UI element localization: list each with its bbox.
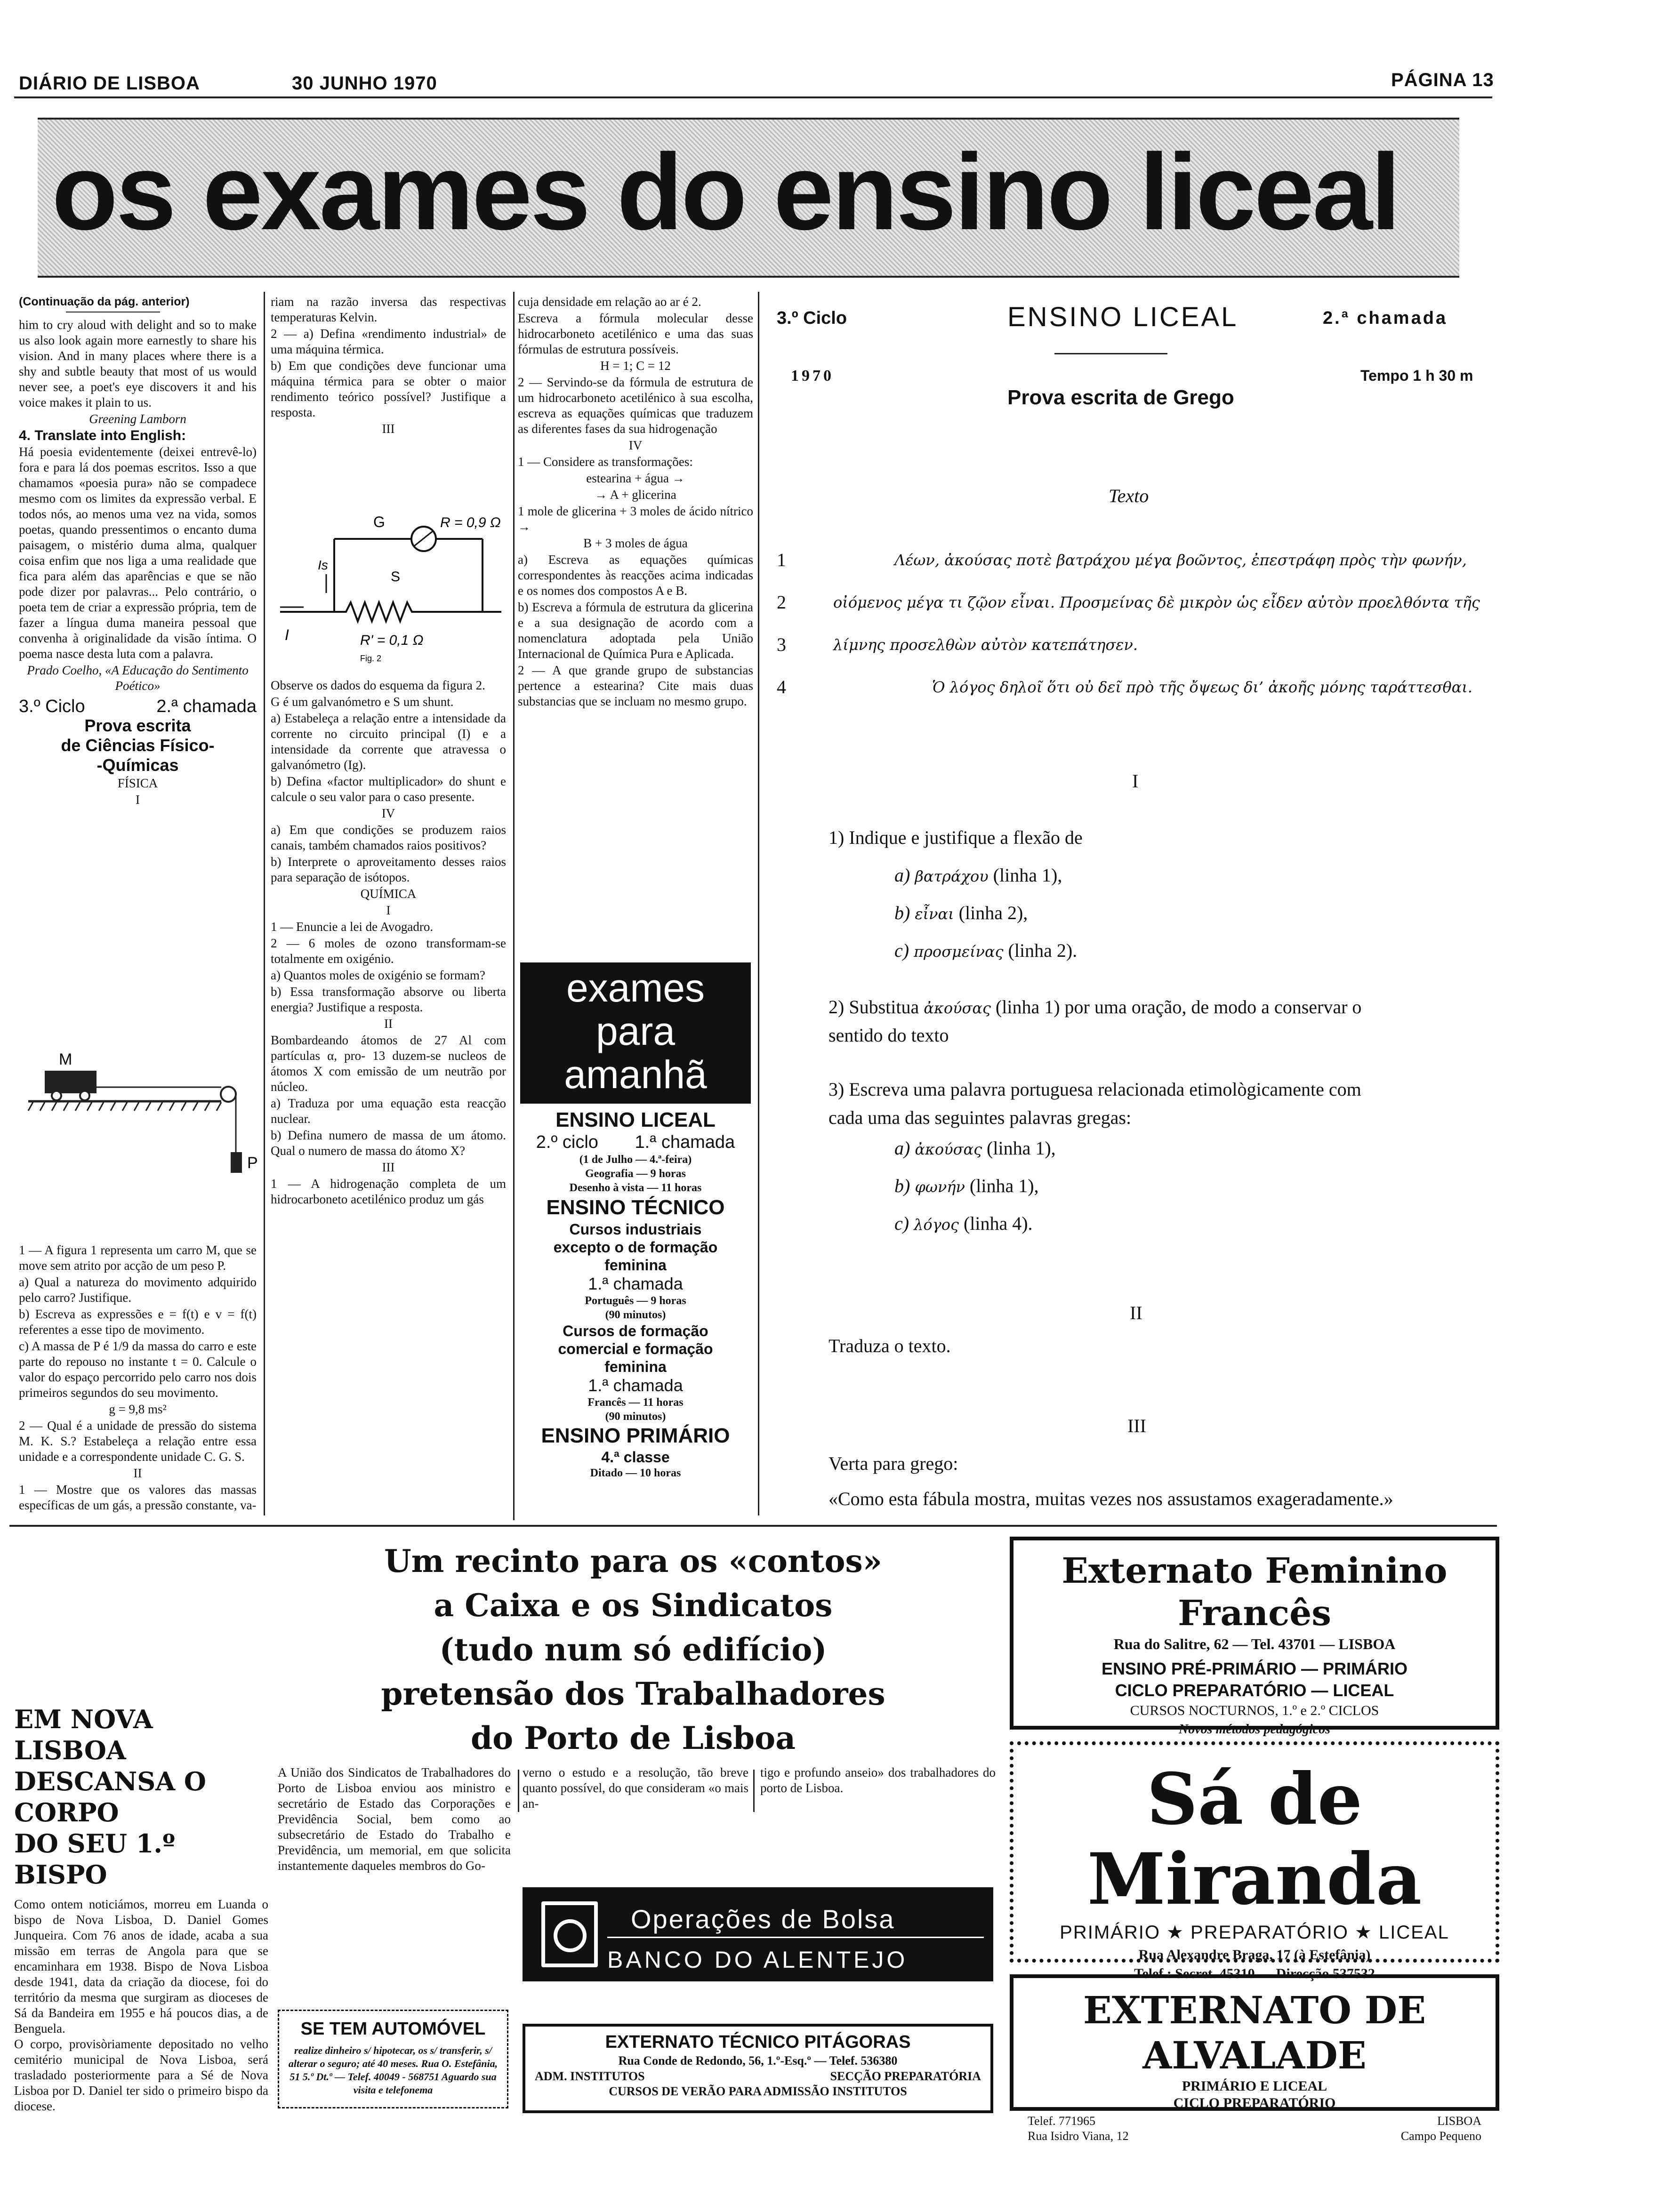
greek-line: Λέων, ἀκούσας ποτὲ βατράχου μέγα βοῶντος, ἐπεστράφη πρὸς τὴν φωνήν, bbox=[894, 551, 1467, 569]
ad-line: Novos métodos pedagógicos bbox=[1179, 1722, 1330, 1737]
ad-line: CICLO PREPARATÓRIO — LICEAL bbox=[1115, 1681, 1394, 1700]
ad-line: CURSOS DE VERÃO PARA ADMISSÃO INSTITUTOS bbox=[609, 2084, 907, 2098]
formula: g = 9,8 ms² bbox=[109, 1402, 167, 1416]
question-text: Bombardeando átomos de 27 Al com partículas α, pro- 13 duzem-se nucleos de átomos X com emissão de um neutrão por núcleo. bbox=[271, 1033, 506, 1094]
call-label: 1.ª chamada bbox=[635, 1132, 735, 1152]
course-label: feminina bbox=[604, 1358, 667, 1375]
line-number: 2 bbox=[777, 592, 786, 613]
column-3 bbox=[518, 294, 753, 710]
exam-slot: Ditado — 10 horas bbox=[590, 1467, 681, 1479]
question-text: a) Estabeleça a relação entre a intensidade da corrente no circuito principal (I) e a intensidade da corrente que atravessa o galvanómetro (Ig). bbox=[271, 711, 506, 772]
question-text: b) Essa transformação absorve ou liberta energia? Justifique a resposta. bbox=[271, 985, 506, 1014]
section-title: os exames do ensino liceal bbox=[52, 131, 1399, 252]
call-label: 1.ª chamada bbox=[588, 1376, 683, 1395]
roman-numeral: II bbox=[384, 1017, 393, 1031]
headline-line: Um recinto para os «contos» bbox=[384, 1543, 882, 1579]
subject-heading: FÍSICA bbox=[117, 776, 158, 790]
figure-label-m: M bbox=[59, 1050, 72, 1068]
question-text: 1) Indique e justifique a flexão de bbox=[828, 827, 1083, 848]
question-text: a) Escreva as equações químicas correspondentes às reacções acima indicadas e os nomes dos compostos A e B. bbox=[518, 553, 753, 598]
header-line: amanhã bbox=[564, 1052, 707, 1097]
article-body: tigo e profundo anseio» dos trabalhadores do porto de Lisboa. bbox=[760, 1765, 996, 1795]
question-text: Observe os dados do esquema da figura 2. bbox=[271, 678, 485, 692]
column-2 bbox=[271, 294, 506, 438]
item-letter: a) bbox=[894, 1138, 910, 1159]
figure-label-r2: R' = 0,1 Ω bbox=[360, 633, 424, 648]
bank-ad-title: Operações de Bolsa bbox=[631, 1904, 895, 1934]
question-text: 2) Substitua bbox=[828, 996, 919, 1018]
figure-label-g: G bbox=[373, 513, 385, 530]
alvalade-ad bbox=[1010, 1974, 1499, 2143]
question-text: 2 — Qual é a unidade de pressão do sistema M. K. S.? Estabeleça a relação entre essa unidade e a correspondente unidade C. G. S. bbox=[19, 1419, 257, 1464]
bank-name: BANCO DO ALENTEJO bbox=[607, 1947, 908, 1973]
question-text: 1 — Considere as transformações: bbox=[518, 455, 693, 469]
english-text: him to cry aloud with delight and so to make us also look again more earnestly to share his vision. And in many places where there is a shy and subtle beauty that most of us would never see, a poet's eye discovers it and his voice makes it plain to us. bbox=[19, 318, 257, 409]
question-text: 3) Escreva uma palavra portuguesa relacionada etimològicamente com bbox=[828, 1079, 1361, 1100]
greek-word: προσμείνας bbox=[914, 943, 1004, 961]
ad-title: SE TEM AUTOMÓVEL bbox=[300, 2019, 486, 2039]
course-label: feminina bbox=[604, 1257, 667, 1274]
headline: EM NOVA LISBOA bbox=[14, 1704, 153, 1765]
course-label: 4.ª classe bbox=[601, 1449, 670, 1466]
question-text: Escreva a fórmula molecular desse hidrocarboneto acetilénico e uma das suas fórmulas de estrutura possíveis. bbox=[518, 311, 753, 356]
item-letter: b) bbox=[894, 1175, 910, 1196]
column-rule bbox=[753, 1770, 755, 1812]
roman-numeral: I bbox=[1132, 770, 1139, 792]
section-rule bbox=[9, 1525, 1497, 1527]
article-body: A União dos Sindicatos de Trabalhadores do Porto de Lisboa enviou aos ministro e secretário de Estado das Corporações e Previdência Social, bem como ao subsecretário de Estado do Trabalho e Previdência, um memorial, em que solicita instantemente daqueles membros do Go- bbox=[278, 1765, 511, 1873]
column-rule bbox=[513, 292, 515, 1520]
question-text: a) Quantos moles de oxigénio se formam? bbox=[271, 968, 485, 982]
course-label: excepto o de formação bbox=[553, 1239, 718, 1256]
question-text: a) Traduza por uma equação esta reacção nuclear. bbox=[271, 1096, 506, 1126]
line-ref: (linha 2). bbox=[1008, 940, 1078, 961]
ad-line: SECÇÃO PREPARATÓRIA bbox=[830, 2069, 981, 2083]
question-text: 1 — Enuncie a lei de Avogadro. bbox=[271, 920, 434, 934]
line-ref: (linha 4). bbox=[963, 1213, 1033, 1234]
section-heading: ENSINO TÉCNICO bbox=[546, 1196, 725, 1219]
roman-numeral: I bbox=[386, 903, 391, 917]
figure-label-i: I bbox=[285, 626, 289, 643]
article-body: O corpo, provisòriamente depositado no velho cemitério municipal de Nova Lisboa, será trasladado posteriormente para a Sé de Nova Lisboa por D. Daniel ter sido o primeiro bispo da diocese. bbox=[14, 2037, 268, 2113]
greek-line: οἰόμενος μέγα τι ζῷον εἶναι. Προσμείνας δὲ μικρὸν ὡς εἶδεν αὐτὸν προελθόντα τῆς bbox=[833, 593, 1480, 611]
greek-word: ἀκούσας bbox=[924, 999, 991, 1017]
exam-slot: Francês — 11 horas bbox=[587, 1396, 684, 1409]
greek-line: Ὁ λόγος δηλοῖ ὅτι οὐ δεῖ πρὸ τῆς ὄψεως δι’ ἀκοῆς μόνης ταράττεσθαι. bbox=[932, 678, 1472, 696]
item-letter: c) bbox=[894, 1213, 909, 1234]
roman-numeral: III bbox=[382, 422, 395, 436]
exam-cycle: 3.º Ciclo bbox=[777, 308, 847, 328]
roman-numeral: II bbox=[133, 1466, 142, 1480]
line-ref: (linha 1), bbox=[987, 1138, 1056, 1159]
headline: DESCANSA O CORPO bbox=[14, 1766, 206, 1827]
header-rule bbox=[14, 96, 1492, 98]
exam-call: 2.ª chamada bbox=[1323, 308, 1448, 328]
exam-title: -Químicas bbox=[97, 755, 179, 775]
question-text: riam na razão inversa das respectivas temperaturas Kelvin. bbox=[271, 295, 506, 324]
figure-label-s: S bbox=[391, 569, 401, 585]
question-text: G é um galvanómetro e S um shunt. bbox=[271, 695, 454, 709]
section-heading: ENSINO PRIMÁRIO bbox=[541, 1424, 730, 1447]
pitagoras-ad bbox=[523, 2024, 993, 2113]
call-label: 1.ª chamada bbox=[588, 1274, 683, 1293]
line-number: 4 bbox=[777, 676, 786, 697]
greek-word: εἶναι bbox=[915, 905, 954, 923]
ad-address: Rua Isidro Viana, 12 bbox=[1028, 2129, 1129, 2143]
equation: B + 3 moles de água bbox=[583, 536, 688, 550]
figure-2 bbox=[271, 499, 506, 678]
line-number: 1 bbox=[777, 549, 786, 570]
column-1 bbox=[19, 294, 257, 809]
ad-line: PRIMÁRIO E LICEAL bbox=[1182, 2078, 1327, 2094]
exam-slot: Desenho à vista — 11 horas bbox=[569, 1182, 702, 1194]
bank-logo-icon bbox=[541, 1901, 598, 1967]
ad-phone: Telef. 771965 bbox=[1028, 2114, 1096, 2128]
ad-line: ADM. INSTITUTOS bbox=[535, 2069, 645, 2083]
ad-city: LISBOA bbox=[1437, 2114, 1481, 2128]
line-ref: (linha 2), bbox=[958, 902, 1028, 923]
column-rule bbox=[264, 292, 265, 1515]
exam-year: 1970 bbox=[791, 367, 834, 385]
section-heading: ENSINO LICEAL bbox=[555, 1108, 716, 1131]
question-text: 1 — Mostre que os valores das massas específicas de um gás, a pressão constante, va- bbox=[19, 1483, 257, 1512]
question-text: 2 — 6 moles de ozono transformam-se totalmente em oxigénio. bbox=[271, 936, 506, 966]
car-ad bbox=[278, 2010, 508, 2108]
recinto-headline bbox=[280, 1539, 986, 1760]
ad-line: PRIMÁRIO ★ PREPARATÓRIO ★ LICEAL bbox=[1060, 1922, 1449, 1943]
exam-duration: Tempo 1 h 30 m bbox=[1360, 367, 1473, 384]
ad-title: EXTERNATO DE ALVALADE bbox=[1083, 1988, 1426, 2077]
author-name: Prado Coelho, «A Educação do Sentimento Poético» bbox=[27, 663, 249, 693]
page-number: PÁGINA 13 bbox=[1391, 70, 1494, 90]
question-text: b) Defina «factor multiplicador» do shunt e calcule o seu valor para o caso presente. bbox=[271, 774, 506, 804]
line-ref: (linha 1), bbox=[969, 1175, 1039, 1196]
question-text: 1 — A figura 1 representa um carro M, que se move sem atrito por acção de um peso P. bbox=[19, 1243, 257, 1273]
instruction: Verta para grego: bbox=[828, 1453, 958, 1474]
roman-numeral: III bbox=[382, 1160, 395, 1174]
exam-slot: Português — 9 horas bbox=[585, 1295, 686, 1307]
exam-title: de Ciências Físico- bbox=[61, 736, 215, 755]
question-text: (linha 1) por uma oração, de modo a conservar o bbox=[995, 996, 1362, 1018]
question-text: b) Defina numero de massa de um átomo. Qual o numero de massa do átomo X? bbox=[271, 1128, 506, 1158]
exam-slot: Geografia — 9 horas bbox=[585, 1168, 686, 1180]
roman-numeral: II bbox=[1130, 1302, 1142, 1323]
exam-cycle: 3.º Ciclo bbox=[19, 697, 85, 716]
figure-label-p: P bbox=[247, 1154, 258, 1172]
greek-word: λόγος bbox=[914, 1216, 959, 1234]
exam-subject: Prova escrita de Grego bbox=[1007, 386, 1234, 409]
question-text: a) Qual a natureza do movimento adquirido pelo carro? Justifique. bbox=[19, 1275, 257, 1305]
header-line: exames bbox=[566, 966, 705, 1010]
course-label: Cursos de formação bbox=[563, 1322, 708, 1339]
headline: DO SEU 1.º BISPO bbox=[14, 1828, 176, 1890]
headline-line: (tudo num só edifício) bbox=[439, 1631, 827, 1668]
figure-caption: Fig. 2 bbox=[360, 654, 382, 663]
greek-word: βατράχου bbox=[915, 867, 989, 885]
frances-ad bbox=[1010, 1537, 1499, 1737]
exam-call: 2.ª chamada bbox=[156, 697, 257, 716]
item-letter: c) bbox=[894, 940, 909, 961]
ad-location: Campo Pequeno bbox=[1400, 2129, 1481, 2143]
exam-heading: ENSINO LICEAL bbox=[1007, 302, 1239, 332]
column-1-lower bbox=[19, 1242, 257, 1514]
headline-line: pretensão dos Trabalhadores bbox=[381, 1675, 885, 1712]
figure-label-is: Is bbox=[318, 558, 328, 572]
bank-ad bbox=[523, 1887, 993, 1981]
greek-word: ἀκούσας bbox=[915, 1140, 982, 1158]
question-text: 2 — A que grande grupo de substancias pertence a estearina? Cite mais duas substancias que se incluam no mesmo grupo. bbox=[518, 663, 753, 708]
miranda-ad bbox=[1010, 1741, 1499, 1981]
tomorrow-exams-list bbox=[518, 1108, 753, 1480]
question-heading: 4. Translate into English: bbox=[19, 428, 186, 443]
roman-numeral: IV bbox=[628, 438, 643, 452]
ad-line: CURSOS NOCTURNOS, 1.º e 2.º CICLOS bbox=[1130, 1703, 1379, 1718]
course-label: comercial e formação bbox=[558, 1340, 713, 1357]
article-body: verno o estudo e a resolução, tão breve quanto possível, do que consideram «o mais an- bbox=[523, 1765, 748, 1811]
ad-address: Rua Conde de Redondo, 56, 1.º-Esq.º — Telef. 536380 bbox=[618, 2054, 898, 2068]
roman-numeral: I bbox=[136, 793, 140, 807]
headline-line: do Porto de Lisboa bbox=[471, 1720, 796, 1756]
ad-line: CICLO PREPARATÓRIO bbox=[1173, 2095, 1336, 2111]
exam-slot: (90 minutos) bbox=[605, 1309, 666, 1321]
question-text: 2 — Servindo-se da fórmula de estrutura de um hidrocarboneto acetilénico à sua escolha, escreva as equações químicas que traduzem as diferentes fases da sua hidrogenação bbox=[518, 375, 753, 436]
item-letter: a) bbox=[894, 865, 910, 886]
translation-sentence: «Como esta fábula mostra, muitas vezes nos assustamos exageradamente.» bbox=[828, 1488, 1393, 1509]
question-text: 1 mole de glicerina + 3 moles de ácido nítrico → bbox=[518, 504, 753, 534]
newspaper-name: DIÁRIO DE LISBOA bbox=[19, 73, 200, 94]
question-text: cada uma das seguintes palavras gregas: bbox=[828, 1107, 1132, 1128]
question-text: b) Interprete o aproveitamento desses raios para separação de isótopos. bbox=[271, 855, 506, 884]
course-label: Cursos industriais bbox=[569, 1221, 702, 1238]
question-text: 1 — A hidrogenação completa de um hidrocarboneto acetilénico produz um gás bbox=[271, 1177, 506, 1206]
line-number: 3 bbox=[777, 634, 786, 655]
header-line: para bbox=[595, 1009, 676, 1053]
question-text: a) Em que condições se produzem raios canais, também chamados raios positivos? bbox=[271, 823, 506, 852]
continuation-note: (Continuação da pág. anterior) bbox=[19, 295, 190, 308]
question-text: 2 — a) Defina «rendimento industrial» de uma máquina térmica. bbox=[271, 327, 506, 356]
figure-label-r: R = 0,9 Ω bbox=[440, 515, 501, 530]
headline-line: a Caixa e os Sindicatos bbox=[434, 1587, 833, 1624]
ad-title: Sá de Miranda bbox=[1087, 1758, 1422, 1921]
ad-phone: Telef.: Secret. 45310 — Direcção 537532 bbox=[1134, 1966, 1375, 1981]
question-text: b) Escreva a fórmula de estrutura da glicerina e a sua designação de acordo com a nomenclatura adoptada pela União Internacional de Química Pura e Aplicada. bbox=[518, 600, 753, 661]
exam-date: (1 de Julho — 4.ª-feira) bbox=[579, 1154, 692, 1166]
author-name: Greening Lamborn bbox=[89, 412, 186, 426]
article-body: Como ontem noticiámos, morreu em Luanda o bispo de Nova Lisboa, D. Daniel Gomes Junqueira. Com 76 anos de idade, acaba a sua missão em terras de Angola para que se encaminhara em 1938. Bispo de Nova Lisboa desde 1941, data da criação da diocese, foi do território da mesma que surgiram as dioceses de Sá da Bandeira em 1955 e há poucos dias, a de Benguela. bbox=[14, 1897, 268, 2036]
item-letter: b) bbox=[894, 902, 910, 923]
question-text: cuja densidade em relação ao ar é 2. bbox=[518, 295, 701, 309]
formula: H = 1; C = 12 bbox=[600, 359, 671, 373]
portuguese-text: Há poesia evidentemente (deixei entrevê-lo) fora e para lá dos poemas escritos. Isso a que chamamos «poesia pura» não se compadece mesmo com os limites da expressão verbal. E todos nós, ao menos uma vez na vida, somos poetas, quando pressentimos o encanto duma paisagem, o mistério duma alma, qualquer coisa enfim que nos liga a uma realidade que fica para além das aparências e que se não pode dizer por palavras... Pelo contrário, o poeta tem de criar a expressão própria, tem de fazer a língua duma maneira pessoal que convenha à originalidade da visão íntima. O poema nasce desta luta com a palavra. bbox=[19, 445, 257, 661]
roman-numeral: IV bbox=[381, 806, 395, 820]
exam-title: Prova escrita bbox=[84, 716, 191, 735]
subject-heading: QUÍMICA bbox=[360, 887, 417, 901]
issue-date: 30 JUNHO 1970 bbox=[292, 73, 437, 94]
column-rule bbox=[518, 1770, 519, 1812]
roman-numeral: III bbox=[1127, 1415, 1146, 1436]
equation: estearina + água → bbox=[586, 471, 685, 485]
exam-slot: (90 minutos) bbox=[605, 1411, 666, 1423]
greek-line: λίμνης προσελθὼν αὐτὸν κατεπάτησεν. bbox=[833, 636, 1138, 654]
tomorrow-exams-header bbox=[520, 962, 751, 1104]
equation: → A + glicerina bbox=[595, 488, 676, 502]
column-rule bbox=[758, 292, 759, 1515]
question-text: b) Escreva as expressões e = f(t) e v = f(t) referentes a esse tipo de movimento. bbox=[19, 1307, 257, 1337]
question-text: c) A massa de P é 1/9 da massa do carro e este parte do repouso no instante t = 0. Calcule o valor do espaço percorrido pelo carro nos dois primeiros segundos do seu movimento. bbox=[19, 1339, 257, 1400]
ad-address: Rua do Salitre, 62 — Tel. 43701 — LISBOA bbox=[1113, 1635, 1396, 1652]
question-text: sentido do texto bbox=[828, 1025, 949, 1046]
ad-title: EXTERNATO TÉCNICO PITÁGORAS bbox=[605, 2032, 911, 2052]
line-ref: (linha 1), bbox=[993, 865, 1062, 886]
ad-line: ENSINO PRÉ-PRIMÁRIO — PRIMÁRIO bbox=[1101, 1659, 1408, 1678]
greek-word: φωνήν bbox=[915, 1178, 965, 1196]
text-heading: Texto bbox=[1109, 485, 1149, 506]
nova-lisboa-article bbox=[14, 1704, 268, 2114]
ad-body: realize dinheiro s/ hipotecar, os s/ transferir, s/ alterar o seguro; até 40 meses. Rua O. Estefânia, 51 5.º Dt.º — Telef. 40049 - 568751 Aguardo sua visita e telefonema bbox=[288, 2044, 498, 2096]
ad-title: Externato Feminino Francês bbox=[1062, 1551, 1448, 1634]
question-text: b) Em que condições deve funcionar uma máquina térmica para se obter o maior rendimento teórico possível? Justifique a resposta. bbox=[271, 359, 506, 419]
figure-1 bbox=[19, 1045, 258, 1242]
instruction: Traduza o texto. bbox=[828, 1335, 951, 1356]
cycle-label: 2.º ciclo bbox=[536, 1132, 598, 1152]
title-rule bbox=[1054, 353, 1167, 354]
ad-address: Rua Alexandre Braga, 17 (à Estefânia) bbox=[1138, 1947, 1371, 1963]
column-2-lower bbox=[271, 678, 506, 1208]
